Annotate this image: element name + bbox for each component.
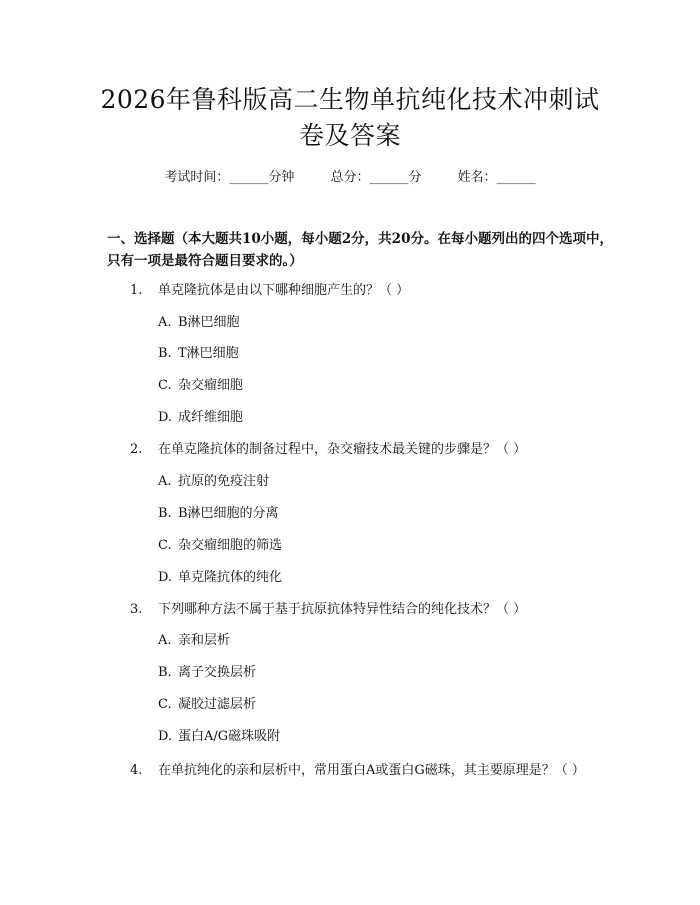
exam-info-line — [0, 168, 700, 188]
question-4 — [107, 760, 587, 782]
option-text: 亲和层析 — [178, 633, 231, 648]
option-letter: C. — [158, 538, 172, 553]
option-letter: B. — [158, 346, 172, 361]
question-number: 2. — [130, 442, 143, 457]
question-number: 4. — [130, 763, 143, 778]
question-1-option-d — [158, 408, 243, 428]
option-text: 蛋白A/G磁珠吸附 — [178, 729, 281, 744]
document-title — [60, 82, 640, 154]
question-1-option-a — [158, 313, 240, 333]
question-1-option-c — [158, 376, 243, 396]
question-2-option-a — [158, 472, 269, 492]
question-2 — [130, 440, 600, 460]
option-letter: A. — [158, 633, 172, 648]
question-3-option-d — [158, 727, 280, 747]
option-text: 杂交瘤细胞的筛选 — [178, 538, 283, 553]
option-letter: C. — [158, 378, 172, 393]
question-number: 3. — [130, 602, 143, 617]
option-letter: B. — [158, 665, 172, 680]
question-2-option-c — [158, 536, 282, 556]
document-title-line1: 2026年鲁科版高二生物单抗纯化技术冲刺试 — [100, 85, 600, 114]
question-number: 1. — [130, 283, 143, 298]
option-letter: A. — [158, 315, 172, 330]
question-text: 下列哪种方法不属于基于抗原抗体特异性结合的纯化技术？（ ） — [158, 602, 527, 617]
question-2-option-b — [158, 504, 279, 524]
option-text: T淋巴细胞 — [178, 346, 239, 361]
option-letter: A. — [158, 474, 172, 489]
exam-time-field: 考试时间：______分钟 — [164, 170, 295, 185]
option-text: 成纤维细胞 — [178, 410, 244, 425]
question-1 — [130, 281, 600, 301]
question-3 — [130, 600, 600, 620]
option-text: 抗原的免疫注射 — [178, 474, 270, 489]
student-name-field: 姓名：______ — [457, 170, 536, 185]
question-text: 单克隆抗体是由以下哪种细胞产生的？（ ） — [158, 283, 410, 298]
option-text: 杂交瘤细胞 — [178, 378, 244, 393]
question-3-option-a — [158, 631, 230, 651]
question-3-option-c — [158, 695, 256, 715]
option-text: 离子交换层析 — [178, 665, 257, 680]
option-text: 凝胶过滤层析 — [178, 697, 257, 712]
option-text: B淋巴细胞的分离 — [178, 506, 279, 521]
total-score-field: 总分：______分 — [330, 170, 422, 185]
document-title-line2: 卷及答案 — [298, 121, 401, 150]
option-text: B淋巴细胞 — [178, 315, 240, 330]
option-letter: D. — [158, 410, 173, 425]
question-1-option-b — [158, 344, 239, 364]
question-2-option-d — [158, 568, 282, 588]
question-text: 在单克隆抗体的制备过程中，杂交瘤技术最关键的步骤是？（ ） — [158, 442, 527, 457]
option-text: 单克隆抗体的纯化 — [178, 570, 283, 585]
option-letter: D. — [158, 570, 173, 585]
option-letter: C. — [158, 697, 172, 712]
question-text: 在单抗纯化的亲和层析中，常用蛋白A或蛋白G磁珠，其主要原理是？（ ） — [158, 763, 585, 778]
option-letter: B. — [158, 506, 172, 521]
option-letter: D. — [158, 729, 173, 744]
question-3-option-b — [158, 663, 256, 683]
section-heading: 一、选择题（本大题共10小题，每小题2分，共20分。在每小题列出的四个选项中，只有一项是最符合题目要求的。） — [107, 231, 613, 269]
